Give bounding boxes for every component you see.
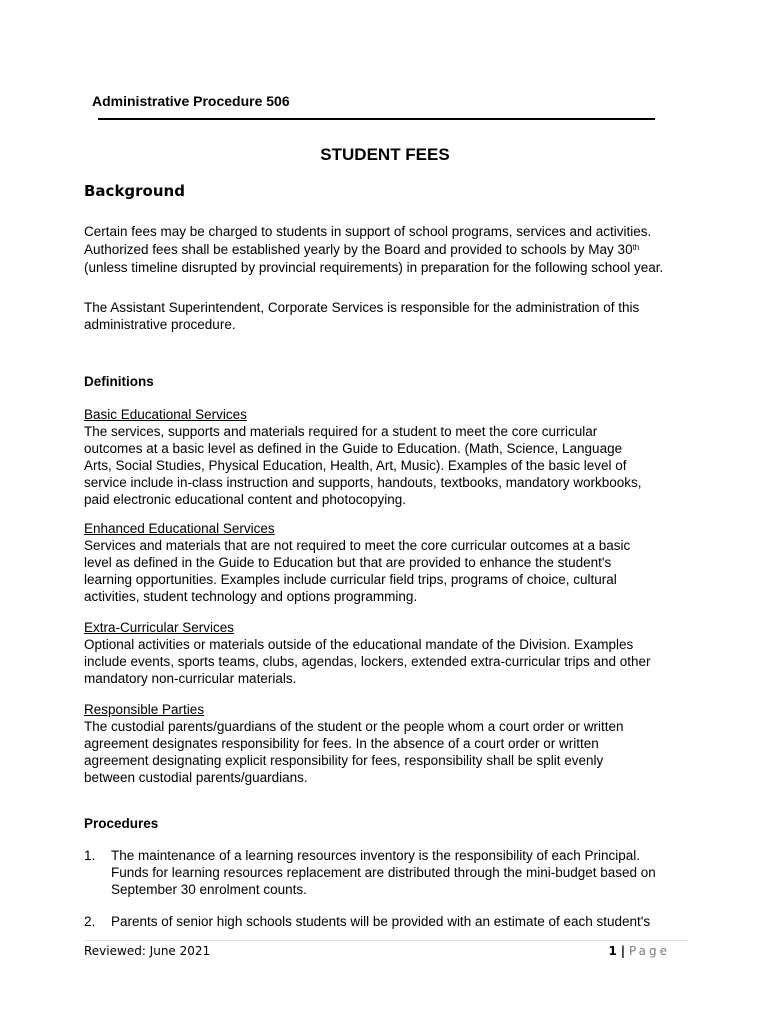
text-line: [84, 241, 663, 259]
text-line: activities, student technology and options programming.: [84, 589, 418, 604]
definition-title: Basic Educational Services: [84, 407, 247, 422]
procedure-number: 2.: [84, 914, 96, 929]
ordinal-suffix: th: [632, 243, 640, 252]
procedure-text: [111, 913, 650, 930]
text-line: include events, sports teams, clubs, agendas, lockers, extended extra-curricular trips and other: [84, 654, 651, 669]
definition-basic-educational-services: [84, 406, 642, 508]
text-line: outcomes at a basic level as defined in the Guide to Education. (Math, Science, Language: [84, 441, 623, 456]
procedure-item-1: [0, 847, 770, 907]
page-indicator: [609, 944, 670, 958]
text-line: agreement designates responsibility for fees. In the absence of a court order or written: [84, 736, 599, 751]
definition-responsible-parties: [84, 701, 624, 786]
text-line: Arts, Social Studies, Physical Education, Health, Art, Music). Examples of the basic level of: [84, 458, 627, 473]
text-line: The services, supports and materials required for a student to meet the core curricular: [84, 424, 598, 439]
background-paragraph-2: [84, 299, 639, 333]
text-line: Certain fees may be charged to students in support of school programs, services and activities.: [84, 224, 652, 239]
text-line: Funds for learning resources replacement are distributed through the mini-budget based on: [111, 865, 656, 880]
procedure-text: [111, 847, 656, 898]
background-heading: Background: [84, 182, 185, 200]
header-divider: [98, 118, 655, 120]
definition-title: Extra-Curricular Services: [84, 620, 235, 635]
text-line: level as defined in the Guide to Education but that are provided to enhance the student's: [84, 555, 612, 570]
definition-title: Enhanced Educational Services: [84, 521, 275, 536]
document-title: STUDENT FEES: [320, 145, 450, 164]
text-line: September 30 enrolment counts.: [111, 882, 307, 897]
procedure-label: Administrative Procedure 506: [92, 93, 290, 109]
procedure-item-2: [0, 913, 770, 933]
text-line: paid electronic educational content and photocopying.: [84, 492, 406, 507]
text-line: The maintenance of a learning resources inventory is the responsibility of each Principal.: [111, 848, 641, 863]
definition-extra-curricular-services: [84, 619, 651, 687]
text-line: Parents of senior high schools students will be provided with an estimate of each student's: [111, 914, 651, 929]
page-number: 1: [608, 944, 617, 958]
text-line: agreement designating explicit responsibility for fees, responsibility shall be split evenly: [84, 753, 604, 768]
footer-divider: [84, 940, 688, 941]
text-line: learning opportunities. Examples include curricular field trips, programs of choice, cultural: [84, 572, 617, 587]
text-line: Optional activities or materials outside of the educational mandate of the Division. Examples: [84, 637, 634, 652]
page-word: Page: [628, 944, 670, 958]
text-line: administrative procedure.: [84, 317, 236, 332]
background-paragraph-1: [84, 223, 663, 277]
text-line: service include in-class instruction and supports, handouts, textbooks, mandatory workbooks,: [84, 475, 642, 490]
text-line: Services and materials that are not required to meet the core curricular outcomes at a basic: [84, 538, 631, 553]
text-line: mandatory non-curricular materials.: [84, 671, 297, 686]
reviewed-date: Reviewed: June 2021: [84, 944, 211, 958]
procedures-heading: Procedures: [84, 816, 159, 831]
page-separator: |: [620, 944, 626, 958]
text-line: (unless timeline disrupted by provincial requirements) in preparation for the following school year.: [84, 260, 664, 275]
text-fragment: Authorized fees shall be established yearly by the Board and provided to schools by May 30: [84, 242, 633, 257]
text-line: The Assistant Superintendent, Corporate Services is responsible for the administration of this: [84, 300, 640, 315]
text-line: between custodial parents/guardians.: [84, 770, 308, 785]
definition-enhanced-educational-services: [84, 520, 630, 605]
definition-title: Responsible Parties: [84, 702, 205, 717]
text-line: The custodial parents/guardians of the student or the people whom a court order or written: [84, 719, 624, 734]
definitions-heading: Definitions: [84, 374, 154, 389]
procedure-number: 1.: [84, 848, 96, 863]
